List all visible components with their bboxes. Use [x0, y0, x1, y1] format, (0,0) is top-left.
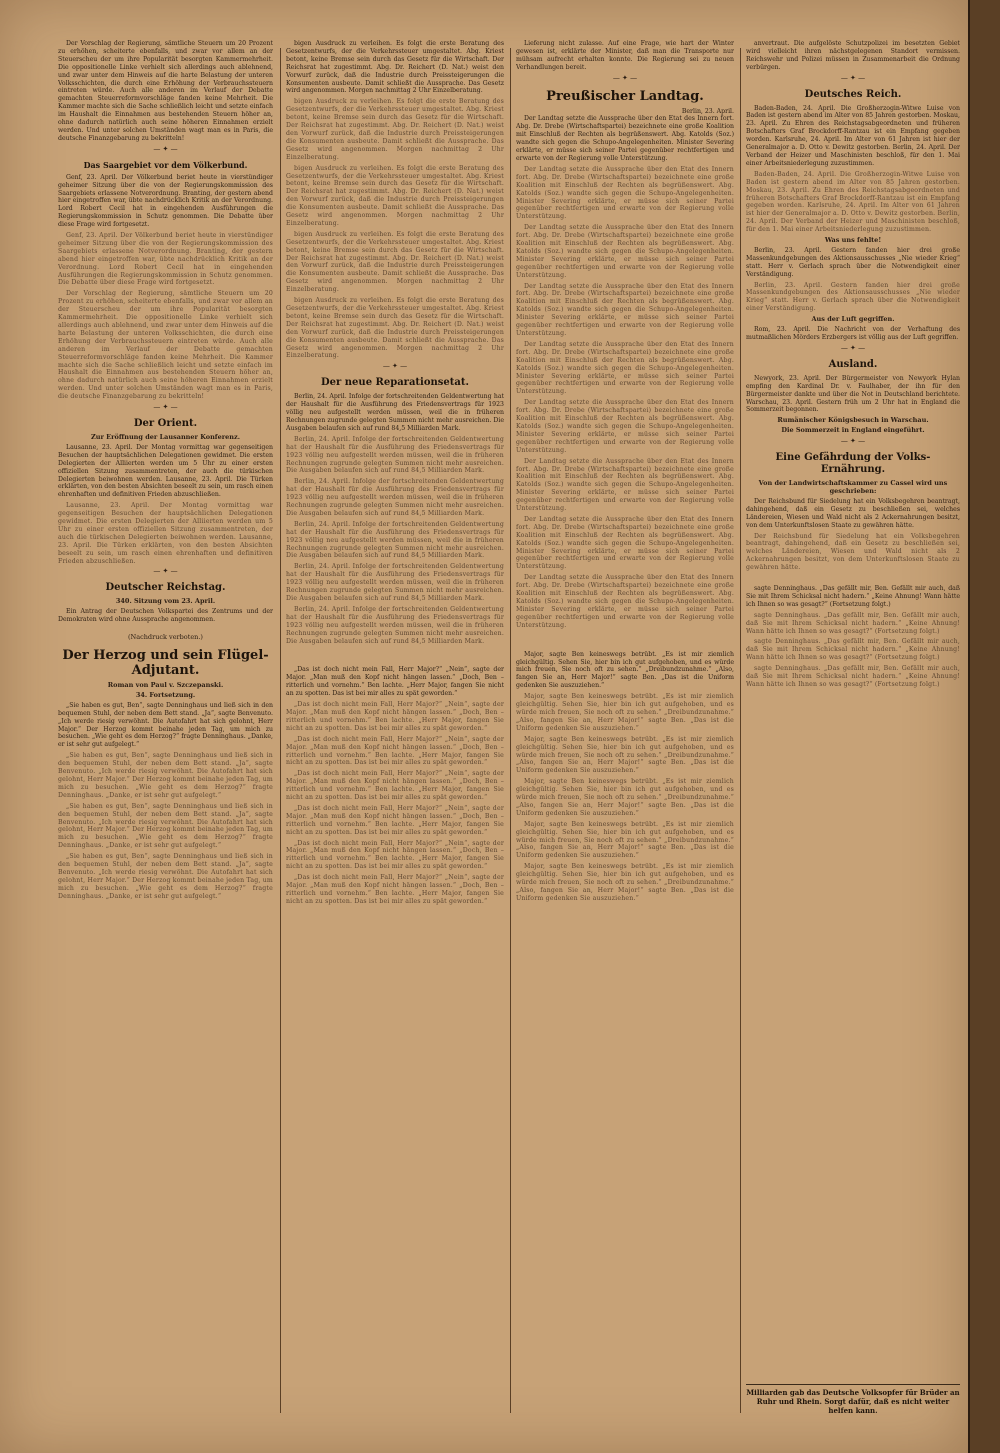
article-text: bigen Ausdruck zu verleihen. Es folgt die erste Beratung des Gesetzentwurfs, der die Verkehrssteuer umgestaltet. Abg. Kriest betont, keine Bremse sein durch das Gesetz für die Wirtschaft. Der Reichsrat hat zugestimmt. Abg. Dr. Reichert (D. Nat.) weist den Vorwurf zurück, daß die Industrie durch Preissteigerungen die Konsumenten ausbeute. Damit schließt die Aussprache. Das Gesetz wird angenommen. Morgen nachmittag 2 Uhr Einzelberatung. [286, 297, 504, 360]
headline-reichstag: Deutscher Reichstag. [105, 582, 226, 594]
article-text: Lausanne, 23. April. Der Montag vormittag war gegenseitigen Besuchen der hauptsächlichen Delegationen gewidmet. Die ersten Delegierten der Alliierten werden um 5 Uhr zu einer ersten offiziellen Sitzung zusammentreten, der auch die türkischen Delegierten beiwohnen werden. Lausanne, 23. April. Die Türken erklärten, von den besten Absichten beseelt zu sein, um rasch einen ehrenhaften und definitiven Frieden abzuschließen. [58, 502, 273, 565]
subheadline: Aus der Luft gegriffen. [811, 315, 895, 324]
subheadline: Rumänischer Königsbesuch in Warschau. [777, 416, 929, 425]
column-3: Lieferung nicht zulasse. Auf eine Frage, wie hart der Winter gewesen ist, erklärte der Minister, daß man die Transporte nur mühsam aufrecht erhalten konnte. Die Regierung sei zu neuen Verhandlungen bereit. — ✦ — Preußischer Landtag. Berlin, 23. April. Der Landtag setzte die Aussprache über den Etat des Innern fort. Abg. Dr. Drebe (Wirtschaftspartei) bezeichnete eine große Koalition mit Einschluß der Rechten als begrüßenswert. Abg. Katolds (Soz.) wandte sich gegen die Schupo-Angelegenheiten. Minister Severing erklärte, er müsse sich seiner Partei gegenüber rechtfertigen und erwarte von der Regierung volle Unterstützung. Der Landtag setzte die Aussprache über den Etat des Innern fort. Abg. Dr. Drebe (Wirtschaftspartei) bezeichnete eine große Koalition mit Einschluß der Rechten als begrüßenswert. Abg. Katolds (Soz.) wandte sich gegen die Schupo-Angelegenheiten. Minister Severing erklärte, er müsse sich seiner Partei gegenüber rechtfertigen und erwarte von der Regierung volle Unterstützung. Der Landtag setzte die Aussprache über den Etat des Innern fort. Abg. Dr. Drebe (Wirtschaftspartei) bezeichnete eine große Koalition mit Einschluß der Rechten als begrüßenswert. Abg. Katolds (Soz.) wandte sich gegen die Schupo-Angelegenheiten. Minister Severing erklärte, er müsse sich seiner Partei gegenüber rechtfertigen und erwarte von der Regierung volle Unterstützung. Der Landtag setzte die Aussprache über den Etat des Innern fort. Abg. Dr. Drebe (Wirtschaftspartei) bezeichnete eine große Koalition mit Einschluß der Rechten als begrüßenswert. Abg. Katolds (Soz.) wandte sich gegen die Schupo-Angelegenheiten. Minister Severing erklärte, er müsse sich seiner Partei gegenüber rechtfertigen und erwarte von der Regierung volle Unterstützung. Der Landtag setzte die Aussprache über den Etat des Innern fort. Abg. Dr. Drebe (Wirtschaftspartei) bezeichnete eine große Koalition mit Einschluß der Rechten als begrüßenswert. Abg. Katolds (Soz.) wandte sich gegen die Schupo-Angelegenheiten. Minister Severing erklärte, er müsse sich seiner Partei gegenüber rechtfertigen und erwarte von der Regierung volle Unterstützung. Der Landtag setzte die Aussprache über den Etat des Innern fort. Abg. Dr. Drebe (Wirtschaftspartei) bezeichnete eine große Koalition mit Einschluß der Rechten als begrüßenswert. Abg. Katolds (Soz.) wandte sich gegen die Schupo-Angelegenheiten. Minister Severing erklärte, er müsse sich seiner Partei gegenüber rechtfertigen und erwarte von der Regierung volle Unterstützung. Der Landtag setzte die Aussprache über den Etat des Innern fort. Abg. Dr. Drebe (Wirtschaftspartei) bezeichnete eine große Koalition mit Einschluß der Rechten als begrüßenswert. Abg. Katolds (Soz.) wandte sich gegen die Schupo-Angelegenheiten. Minister Severing erklärte, er müsse sich seiner Partei gegenüber rechtfertigen und erwarte von der Regierung volle Unterstützung. Der Landtag setzte die Aussprache über den Etat des Innern fort. Abg. Dr. Drebe (Wirtschaftspartei) bezeichnete eine große Koalition mit Einschluß der Rechten als begrüßenswert. Abg. Katolds (Soz.) wandte sich gegen die Schupo-Angelegenheiten. Minister Severing erklärte, er müsse sich seiner Partei gegenüber rechtfertigen und erwarte von der Regierung volle Unterstützung. Der Landtag setzte die Aussprache über den Etat des Innern fort. Abg. Dr. Drebe (Wirtschaftspartei) bezeichnete eine große Koalition mit Einschluß der Rechten als begrüßenswert. Abg. Katolds (Soz.) wandte sich gegen die Schupo-Angelegenheiten. Minister Severing erklärte, er müsse sich seiner Partei gegenüber rechtfertigen und erwarte von der Regierung volle Unterstützung. Major, sagte Ben keineswegs betrübt. „Es ist mir ziemlich gleichgültig. Sehen Sie, hier bin ich gut aufgehoben, und es würde mich freuen, Sie noch oft zu sehen.“ „Dreibundzunahme.“ „Also, fangen Sie an, Herr Major!“ sagte Ben. „Das ist die Uniform gedenken Sie auszuziehen.“ Major, sagte Ben keineswegs betrübt. „Es ist mir ziemlich gleichgültig. Sehen Sie, hier bin ich gut aufgehoben, und es würde mich freuen, Sie noch oft zu sehen.“ „Dreibundzunahme.“ „Also, fangen Sie an, Herr Major!“ sagte Ben. „Das ist die Uniform gedenken Sie auszuziehen.“ Major, sagte Ben keineswegs betrübt. „Es ist mir ziemlich gleichgültig. Sehen Sie, hier bin ich gut aufgehoben, und es würde mich freuen, Sie noch oft zu sehen.“ „Dreibundzunahme.“ „Also, fangen Sie an, Herr Major!“ sagte Ben. „Das ist die Uniform gedenken Sie auszuziehen.“ Major, sagte Ben keineswegs betrübt. „Es ist mir ziemlich gleichgültig. Sehen Sie, hier bin ich gut aufgehoben, und es würde mich freuen, Sie noch oft zu sehen.“ „Dreibundzunahme.“ „Also, fangen Sie an, Herr Major!“ sagte Ben. „Das ist die Uniform gedenken Sie auszuziehen.“ Major, sagte Ben keineswegs betrübt. „Es ist mir ziemlich gleichgültig. Sehen Sie, hier bin ich gut aufgehoben, und es würde mich freuen, Sie noch oft zu sehen.“ „Dreibundzunahme.“ „Also, fangen Sie an, Herr Major!“ sagte Ben. „Das ist die Uniform gedenken Sie auszuziehen.“ Major, sagte Ben keineswegs betrübt. „Es ist mir ziemlich gleichgültig. Sehen Sie, hier bin ich gut aufgehoben, und es würde mich freuen, Sie noch oft zu sehen.“ „Dreibundzunahme.“ „Also, fangen Sie an, Herr Major!“ sagte Ben. „Das ist die Uniform gedenken Sie auszuziehen.“ [516, 40, 734, 902]
novel-author: Roman von Paul v. Szczepanski. [107, 681, 224, 689]
article-text: Baden-Baden, 24. April. Die Großherzogin-Witwe Luise von Baden ist gestern abend im Alter von 85 Jahren gestorben. Moskau, 23. April. Zu Ehren des Reichstagsabgeordneten und früheren Botschafters Graf Brockdorff-Rantzau ist ein Empfang gegeben worden. Karlsruhe, 24. April. Im Alter von 61 Jahren ist hier der Generalmajor a. D. Otto v. Dewitz gestorben. Berlin, 24. April. Der Verband der Heizer und Maschinisten beschloß, für den 1. Mai einer Arbeitsniederlegung zuzustimmen. [746, 104, 960, 167]
column-2: bigen Ausdruck zu verleihen. Es folgt die erste Beratung des Gesetzentwurfs, der die Verkehrssteuer umgestaltet. Abg. Kriest betont, keine Bremse sein durch das Gesetz für die Wirtschaft. Der Reichsrat hat zugestimmt. Abg. Dr. Reichert (D. Nat.) weist den Vorwurf zurück, daß die Industrie durch Preissteigerungen die Konsumenten ausbeute. Damit schließt die Aussprache. Das Gesetz wird angenommen. Morgen nachmittag 2 Uhr Einzelberatung. bigen Ausdruck zu verleihen. Es folgt die erste Beratung des Gesetzentwurfs, der die Verkehrssteuer umgestaltet. Abg. Kriest betont, keine Bremse sein durch das Gesetz für die Wirtschaft. Der Reichsrat hat zugestimmt. Abg. Dr. Reichert (D. Nat.) weist den Vorwurf zurück, daß die Industrie durch Preissteigerungen die Konsumenten ausbeute. Damit schließt die Aussprache. Das Gesetz wird angenommen. Morgen nachmittag 2 Uhr Einzelberatung. bigen Ausdruck zu verleihen. Es folgt die erste Beratung des Gesetzentwurfs, der die Verkehrssteuer umgestaltet. Abg. Kriest betont, keine Bremse sein durch das Gesetz für die Wirtschaft. Der Reichsrat hat zugestimmt. Abg. Dr. Reichert (D. Nat.) weist den Vorwurf zurück, daß die Industrie durch Preissteigerungen die Konsumenten ausbeute. Damit schließt die Aussprache. Das Gesetz wird angenommen. Morgen nachmittag 2 Uhr Einzelberatung. bigen Ausdruck zu verleihen. Es folgt die erste Beratung des Gesetzentwurfs, der die Verkehrssteuer umgestaltet. Abg. Kriest betont, keine Bremse sein durch das Gesetz für die Wirtschaft. Der Reichsrat hat zugestimmt. Abg. Dr. Reichert (D. Nat.) weist den Vorwurf zurück, daß die Industrie durch Preissteigerungen die Konsumenten ausbeute. Damit schließt die Aussprache. Das Gesetz wird angenommen. Morgen nachmittag 2 Uhr Einzelberatung. bigen Ausdruck zu verleihen. Es folgt die erste Beratung des Gesetzentwurfs, der die Verkehrssteuer umgestaltet. Abg. Kriest betont, keine Bremse sein durch das Gesetz für die Wirtschaft. Der Reichsrat hat zugestimmt. Abg. Dr. Reichert (D. Nat.) weist den Vorwurf zurück, daß die Industrie durch Preissteigerungen die Konsumenten ausbeute. Damit schließt die Aussprache. Das Gesetz wird angenommen. Morgen nachmittag 2 Uhr Einzelberatung. — ✦ — Der neue Reparationsetat. Berlin, 24. April. Infolge der fortschreitenden Geldentwertung hat der Haushalt für die Ausführung des Friedensvertrags für 1923 völlig neu aufgestellt werden müssen, weil die in früheren Rechnungen zugrunde gelegten Summen nicht mehr ausreichen. Die Ausgaben belaufen sich auf rund 84,5 Milliarden Mark. Berlin, 24. April. Infolge der fortschreitenden Geldentwertung hat der Haushalt für die Ausführung des Friedensvertrags für 1923 völlig neu aufgestellt werden müssen, weil die in früheren Rechnungen zugrunde gelegten Summen nicht mehr ausreichen. Die Ausgaben belaufen sich auf rund 84,5 Milliarden Mark. Berlin, 24. April. Infolge der fortschreitenden Geldentwertung hat der Haushalt für die Ausführung des Friedensvertrags für 1923 völlig neu aufgestellt werden müssen, weil die in früheren Rechnungen zugrunde gelegten Summen nicht mehr ausreichen. Die Ausgaben belaufen sich auf rund 84,5 Milliarden Mark. Berlin, 24. April. Infolge der fortschreitenden Geldentwertung hat der Haushalt für die Ausführung des Friedensvertrags für 1923 völlig neu aufgestellt werden müssen, weil die in früheren Rechnungen zugrunde gelegten Summen nicht mehr ausreichen. Die Ausgaben belaufen sich auf rund 84,5 Milliarden Mark. Berlin, 24. April. Infolge der fortschreitenden Geldentwertung hat der Haushalt für die Ausführung des Friedensvertrags für 1923 völlig neu aufgestellt werden müssen, weil die in früheren Rechnungen zugrunde gelegten Summen nicht mehr ausreichen. Die Ausgaben belaufen sich auf rund 84,5 Milliarden Mark. Berlin, 24. April. Infolge der fortschreitenden Geldentwertung hat der Haushalt für die Ausführung des Friedensvertrags für 1923 völlig neu aufgestellt werden müssen, weil die in früheren Rechnungen zugrunde gelegten Summen nicht mehr ausreichen. Die Ausgaben belaufen sich auf rund 84,5 Milliarden Mark. „Das ist doch nicht mein Fall, Herr Major?“ „Nein“, sagte der Major. „Man muß den Kopf nicht hängen lassen.“ „Doch, Ben – ritterlich und vornehm.“ Ben lachte. „Herr Major, fangen Sie nicht an zu spotten. Das ist bei mir alles zu spät geworden.“ „Das ist doch nicht mein Fall, Herr Major?“ „Nein“, sagte der Major. „Man muß den Kopf nicht hängen lassen.“ „Doch, Ben – ritterlich und vornehm.“ Ben lachte. „Herr Major, fangen Sie nicht an zu spotten. Das ist bei mir alles zu spät geworden.“ „Das ist doch nicht mein Fall, Herr Major?“ „Nein“, sagte der Major. „Man muß den Kopf nicht hängen lassen.“ „Doch, Ben – ritterlich und vornehm.“ Ben lachte. „Herr Major, fangen Sie nicht an zu spotten. Das ist bei mir alles zu spät geworden.“ „Das ist doch nicht mein Fall, Herr Major?“ „Nein“, sagte der Major. „Man muß den Kopf nicht hängen lassen.“ „Doch, Ben – ritterlich und vornehm.“ Ben lachte. „Herr Major, fangen Sie nicht an zu spotten. Das ist bei mir alles zu spät geworden.“ „Das ist doch nicht mein Fall, Herr Major?“ „Nein“, sagte der Major. „Man muß den Kopf nicht hängen lassen.“ „Doch, Ben – ritterlich und vornehm.“ Ben lachte. „Herr Major, fangen Sie nicht an zu spotten. Das ist bei mir alles zu spät geworden.“ „Das ist doch nicht mein Fall, Herr Major?“ „Nein“, sagte der Major. „Man muß den Kopf nicht hängen lassen.“ „Doch, Ben – ritterlich und vornehm.“ Ben lachte. „Herr Major, fangen Sie nicht an zu spotten. Das ist bei mir alles zu spät geworden.“ „Das ist doch nicht mein Fall, Herr Major?“ „Nein“, sagte der Major. „Man muß den Kopf nicht hängen lassen.“ „Doch, Ben – ritterlich und vornehm.“ Ben lachte. „Herr Major, fangen Sie nicht an zu spotten. Das ist bei mir alles zu spät geworden.“ [286, 40, 504, 905]
article-text: bigen Ausdruck zu verleihen. Es folgt die erste Beratung des Gesetzentwurfs, der die Verkehrssteuer umgestaltet. Abg. Kriest betont, keine Bremse sein durch das Gesetz für die Wirtschaft. Der Reichsrat hat zugestimmt. Abg. Dr. Reichert (D. Nat.) weist den Vorwurf zurück, daß die Industrie durch Preissteigerungen die Konsumenten ausbeute. Damit schließt die Aussprache. Das Gesetz wird angenommen. Morgen nachmittag 2 Uhr Einzelberatung. [286, 40, 504, 95]
novel-text: „Das ist doch nicht mein Fall, Herr Major?“ „Nein“, sagte der Major. „Man muß den Kopf nicht hängen lassen.“ „Doch, Ben – ritterlich und vornehm.“ Ben lachte. „Herr Major, fangen Sie nicht an zu spotten. Das ist bei mir alles zu spät geworden.“ [286, 735, 504, 767]
headline-orient: Der Orient. [133, 417, 198, 429]
novel-text: sagte Denninghaus. „Das gefällt mir, Ben. Gefällt mir auch, daß Sie mit Ihrem Schicksal nicht hadern.“ „Keine Ahnung! Wann hätte ich Ihnen so was gesagt?“ (Fortsetzung folgt.) [746, 585, 960, 608]
headline-reich: Deutsches Reich. [804, 88, 902, 100]
column-rule [510, 48, 511, 1413]
article-text: Berlin, 24. April. Infolge der fortschreitenden Geldentwertung hat der Haushalt für die Ausführung des Friedensvertrags für 1923 völlig neu aufgestellt werden müssen, weil die in früheren Rechnungen zugrunde gelegten Summen nicht mehr ausreichen. Die Ausgaben belaufen sich auf rund 84,5 Milliarden Mark. [286, 393, 504, 432]
article-text: Rom, 23. April. Die Nachricht von der Verhaftung des mutmaßlichen Mörders Erzbergers ist völlig aus der Luft gegriffen. [746, 326, 960, 341]
bottom-notice: Milliarden gab das Deutsche Volksopfer für Brüder an Ruhr und Rhein. Sorgt dafür, daß es nicht weiter helfen kann. [746, 1388, 960, 1415]
subheadline: Von der Landwirtschaftskammer zu Cassel wird uns geschrieben: [758, 479, 948, 495]
novel-text: Major, sagte Ben keineswegs betrübt. „Es ist mir ziemlich gleichgültig. Sehen Sie, hier bin ich gut aufgehoben, und es würde mich freuen, Sie noch oft zu sehen.“ „Dreibundzunahme.“ „Also, fangen Sie an, Herr Major!“ sagte Ben. „Das ist die Uniform gedenken Sie auszuziehen.“ [516, 693, 734, 732]
headline-landtag: Preußischer Landtag. [546, 88, 704, 104]
article-text: Berlin, 23. April. Gestern fanden hier drei große Massenkundgebungen des Aktionsausschusses „Nie wieder Krieg“ statt. Herr v. Gerlach sprach über die Notwendigkeit einer Verständigung. [746, 281, 960, 313]
dateline: Berlin, 23. April. [681, 107, 734, 115]
article-text: Der Landtag setzte die Aussprache über den Etat des Innern fort. Abg. Dr. Drebe (Wirtschaftspartei) bezeichnete eine große Koalition mit Einschluß der Rechten als begrüßenswert. Abg. Katolds (Soz.) wandte sich gegen die Schupo-Angelegenheiten. Minister Severing erklärte, er müsse sich seiner Partei gegenüber rechtfertigen und erwarte von der Regierung volle Unterstützung. [516, 282, 734, 337]
article-text: Baden-Baden, 24. April. Die Großherzogin-Witwe Luise von Baden ist gestern abend im Alter von 85 Jahren gestorben. Moskau, 23. April. Zu Ehren des Reichstagsabgeordneten und früheren Botschafters Graf Brockdorff-Rantzau ist ein Empfang gegeben worden. Karlsruhe, 24. April. Im Alter von 61 Jahren ist hier der Generalmajor a. D. Otto v. Dewitz gestorben. Berlin, 24. April. Der Verband der Heizer und Maschinisten beschloß, für den 1. Mai einer Arbeitsniederlegung zuzustimmen. [746, 170, 960, 234]
novel-text: sagte Denninghaus. „Das gefällt mir, Ben. Gefällt mir auch, daß Sie mit Ihrem Schicksal nicht hadern.“ „Keine Ahnung! Wann hätte ich Ihnen so was gesagt?“ (Fortsetzung folgt.) [746, 665, 960, 688]
article-text: Berlin, 23. April. Gestern fanden hier drei große Massenkundgebungen des Aktionsausschusses „Nie wieder Krieg“ statt. Herr v. Gerlach sprach über die Notwendigkeit einer Verständigung. [746, 246, 960, 278]
article-text: bigen Ausdruck zu verleihen. Es folgt die erste Beratung des Gesetzentwurfs, der die Verkehrssteuer umgestaltet. Abg. Kriest betont, keine Bremse sein durch das Gesetz für die Wirtschaft. Der Reichsrat hat zugestimmt. Abg. Dr. Reichert (D. Nat.) weist den Vorwurf zurück, daß die Industrie durch Preissteigerungen die Konsumenten ausbeute. Damit schließt die Aussprache. Das Gesetz wird angenommen. Morgen nachmittag 2 Uhr Einzelberatung. [286, 164, 504, 227]
novel-text: Major, sagte Ben keineswegs betrübt. „Es ist mir ziemlich gleichgültig. Sehen Sie, hier bin ich gut aufgehoben, und es würde mich freuen, Sie noch oft zu sehen.“ „Dreibundzunahme.“ „Also, fangen Sie an, Herr Major!“ sagte Ben. „Das ist die Uniform gedenken Sie auszuziehen.“ [516, 650, 734, 690]
novel-text: „Das ist doch nicht mein Fall, Herr Major?“ „Nein“, sagte der Major. „Man muß den Kopf nicht hängen lassen.“ „Doch, Ben – ritterlich und vornehm.“ Ben lachte. „Herr Major, fangen Sie nicht an zu spotten. Das ist bei mir alles zu spät geworden.“ [286, 701, 504, 732]
headline-ausland: Ausland. [828, 358, 878, 370]
novel-text: Major, sagte Ben keineswegs betrübt. „Es ist mir ziemlich gleichgültig. Sehen Sie, hier bin ich gut aufgehoben, und es würde mich freuen, Sie noch oft zu sehen.“ „Dreibundzunahme.“ „Also, fangen Sie an, Herr Major!“ sagte Ben. „Das ist die Uniform gedenken Sie auszuziehen.“ [516, 778, 734, 817]
column-rule [740, 48, 741, 1413]
novel-text: „Sie haben es gut, Ben“, sagte Denninghaus und ließ sich in den bequemen Stuhl, der neben dem Bett stand. „Ja“, sagte Benvenuto. „Ich werde riesig verwöhnt. Die Autofahrt hat sich gelohnt, Herr Major.“ Der Herzog kommt beinahe jeden Tag, um mich zu besuchen. „Wie geht es dem Herzog?“ fragte Denninghaus. „Danke, er ist sehr gut aufgelegt.“ [58, 802, 273, 850]
novel-text: Major, sagte Ben keineswegs betrübt. „Es ist mir ziemlich gleichgültig. Sehen Sie, hier bin ich gut aufgehoben, und es würde mich freuen, Sie noch oft zu sehen.“ „Dreibundzunahme.“ „Also, fangen Sie an, Herr Major!“ sagte Ben. „Das ist die Uniform gedenken Sie auszuziehen.“ [516, 863, 734, 902]
article-text: anvertraut. Die aufgelöste Schutzpolizei im besetzten Gebiet wird vielleicht ihren nächstgelegenen Standort vermissen. Reichswehr und Polizei müssen in Zusammenarbeit die Ordnung verbürgen. [746, 40, 960, 71]
novel-text: „Sie haben es gut, Ben“, sagte Denninghaus und ließ sich in den bequemen Stuhl, der neben dem Bett stand. „Ja“, sagte Benvenuto. „Ich werde riesig verwöhnt. Die Autofahrt hat sich gelohnt, Herr Major.“ Der Herzog kommt beinahe jeden Tag, um mich zu besuchen. „Wie geht es dem Herzog?“ fragte Denninghaus. „Danke, er ist sehr gut aufgelegt.“ [58, 701, 273, 749]
subheadline: Zur Eröffnung der Lausanner Konferenz. [91, 432, 240, 441]
article-text: Lausanne, 23. April. Der Montag vormittag war gegenseitigen Besuchen der hauptsächlichen Delegationen gewidmet. Die ersten Delegierten der Alliierten werden um 5 Uhr zu einer ersten offiziellen Sitzung zusammentreten, der auch die türkischen Delegierten beiwohnen werden. Lausanne, 23. April. Die Türken erklärten, von den besten Absichten beseelt zu sein, um rasch einen ehrenhaften und definitiven Frieden abzuschließen. [58, 443, 273, 499]
novel-part: 34. Fortsetzung. [135, 690, 196, 699]
novel-text: „Sie haben es gut, Ben“, sagte Denninghaus und ließ sich in den bequemen Stuhl, der neben dem Bett stand. „Ja“, sagte Benvenuto. „Ich werde riesig verwöhnt. Die Autofahrt hat sich gelohnt, Herr Major.“ Der Herzog kommt beinahe jeden Tag, um mich zu besuchen. „Wie geht es dem Herzog?“ fragte Denninghaus. „Danke, er ist sehr gut aufgelegt.“ [58, 853, 273, 900]
article-text: Der Landtag setzte die Aussprache über den Etat des Innern fort. Abg. Dr. Drebe (Wirtschaftspartei) bezeichnete eine große Koalition mit Einschluß der Rechten als begrüßenswert. Abg. Katolds (Soz.) wandte sich gegen die Schupo-Angelegenheiten. Minister Severing erklärte, er müsse sich seiner Partei gegenüber rechtfertigen und erwarte von der Regierung volle Unterstützung. [516, 340, 734, 396]
novel-text: Major, sagte Ben keineswegs betrübt. „Es ist mir ziemlich gleichgültig. Sehen Sie, hier bin ich gut aufgehoben, und es würde mich freuen, Sie noch oft zu sehen.“ „Dreibundzunahme.“ „Also, fangen Sie an, Herr Major!“ sagte Ben. „Das ist die Uniform gedenken Sie auszuziehen.“ [516, 820, 734, 860]
article-text: Der Landtag setzte die Aussprache über den Etat des Innern fort. Abg. Dr. Drebe (Wirtschaftspartei) bezeichnete eine große Koalition mit Einschluß der Rechten als begrüßenswert. Abg. Katolds (Soz.) wandte sich gegen die Schupo-Angelegenheiten. Minister Severing erklärte, er müsse sich seiner Partei gegenüber rechtfertigen und erwarte von der Regierung volle Unterstützung. [516, 165, 734, 221]
subheadline: 340. Sitzung vom 23. April. [115, 597, 216, 606]
novel-text: „Das ist doch nicht mein Fall, Herr Major?“ „Nein“, sagte der Major. „Man muß den Kopf nicht hängen lassen.“ „Doch, Ben – ritterlich und vornehm.“ Ben lachte. „Herr Major, fangen Sie nicht an zu spotten. Das ist bei mir alles zu spät geworden.“ [286, 804, 504, 836]
novel-text: „Das ist doch nicht mein Fall, Herr Major?“ „Nein“, sagte der Major. „Man muß den Kopf nicht hängen lassen.“ „Doch, Ben – ritterlich und vornehm.“ Ben lachte. „Herr Major, fangen Sie nicht an zu spotten. Das ist bei mir alles zu spät geworden.“ [286, 839, 504, 871]
novel-text: „Das ist doch nicht mein Fall, Herr Major?“ „Nein“, sagte der Major. „Man muß den Kopf nicht hängen lassen.“ „Doch, Ben – ritterlich und vornehm.“ Ben lachte. „Herr Major, fangen Sie nicht an zu spotten. Das ist bei mir alles zu spät geworden.“ [286, 770, 504, 802]
article-text: Genf, 23. April. Der Völkerbund beriet heute in vierstündiger geheimer Sitzung über die von der Regierungskommission des Saargebiets erlassene Notverordnung. Branting, der gestern abend hier eingetroffen war, übte nachdrücklich Kritik an der Verordnung. Lord Robert Cecil hat in eingehenden Ausführungen die Regierungskommission in Schutz genommen. Die Debatte über diese Frage wird fortgesetzt. [58, 232, 273, 287]
article-text: Genf, 23. April. Der Völkerbund beriet heute in vierstündiger geheimer Sitzung über die von der Regierungskommission des Saargebiets erlassene Notverordnung. Branting, der gestern abend hier eingetroffen war, übte nachdrücklich Kritik an der Verordnung. Lord Robert Cecil hat in eingehenden Ausführungen die Regierungskommission in Schutz genommen. Die Debatte über diese Frage wird fortgesetzt. [58, 173, 273, 229]
article-text: Der Landtag setzte die Aussprache über den Etat des Innern fort. Abg. Dr. Drebe (Wirtschaftspartei) bezeichnete eine große Koalition mit Einschluß der Rechten als begrüßenswert. Abg. Katolds (Soz.) wandte sich gegen die Schupo-Angelegenheiten. Minister Severing erklärte, er müsse sich seiner Partei gegenüber rechtfertigen und erwarte von der Regierung volle Unterstützung. [516, 457, 734, 513]
article-text: Newyork, 23. April. Der Bürgermeister von Newyork Hylan empfing den Kardinal Dr. v. Faulhaber, der ihn für den Bürgermeister dankte und über die Not in Deutschland berichtete. Warschau, 23. April. Gestern früh um 2 Uhr hat in England die Sommerzeit begonnen. [746, 374, 960, 414]
article-text: Berlin, 24. April. Infolge der fortschreitenden Geldentwertung hat der Haushalt für die Ausführung des Friedensvertrags für 1923 völlig neu aufgestellt werden müssen, weil die in früheren Rechnungen zugrunde gelegten Summen nicht mehr ausreichen. Die Ausgaben belaufen sich auf rund 84,5 Milliarden Mark. [286, 435, 504, 475]
article-text: Ein Antrag der Deutschen Volkspartei des Zentrums und der Demokraten wird ohne Aussprache angenommen. [58, 608, 273, 624]
reprint-note: (Nachdruck verboten.) [128, 633, 203, 642]
novel-text: „Das ist doch nicht mein Fall, Herr Major?“ „Nein“, sagte der Major. „Man muß den Kopf nicht hängen lassen.“ „Doch, Ben – ritterlich und vornehm.“ Ben lachte. „Herr Major, fangen Sie nicht an zu spotten. Das ist bei mir alles zu spät geworden.“ [286, 666, 504, 698]
article-text: Der Landtag setzte die Aussprache über den Etat des Innern fort. Abg. Dr. Drebe (Wirtschaftspartei) bezeichnete eine große Koalition mit Einschluß der Rechten als begrüßenswert. Abg. Katolds (Soz.) wandte sich gegen die Schupo-Angelegenheiten. Minister Severing erklärte, er müsse sich seiner Partei gegenüber rechtfertigen und erwarte von der Regierung volle Unterstützung. [516, 515, 734, 571]
article-text: Der Landtag setzte die Aussprache über den Etat des Innern fort. Abg. Dr. Drebe (Wirtschaftspartei) bezeichnete eine große Koalition mit Einschluß der Rechten als begrüßenswert. Abg. Katolds (Soz.) wandte sich gegen die Schupo-Angelegenheiten. Minister Severing erklärte, er müsse sich seiner Partei gegenüber rechtfertigen und erwarte von der Regierung volle Unterstützung. [516, 115, 734, 162]
column-rule [280, 48, 281, 1413]
novel-text: Major, sagte Ben keineswegs betrübt. „Es ist mir ziemlich gleichgültig. Sehen Sie, hier bin ich gut aufgehoben, und es würde mich freuen, Sie noch oft zu sehen.“ „Dreibundzunahme.“ „Also, fangen Sie an, Herr Major!“ sagte Ben. „Das ist die Uniform gedenken Sie auszuziehen.“ [516, 735, 734, 775]
article-text: Der Landtag setzte die Aussprache über den Etat des Innern fort. Abg. Dr. Drebe (Wirtschaftspartei) bezeichnete eine große Koalition mit Einschluß der Rechten als begrüßenswert. Abg. Katolds (Soz.) wandte sich gegen die Schupo-Angelegenheiten. Minister Severing erklärte, er müsse sich seiner Partei gegenüber rechtfertigen und erwarte von der Regierung volle Unterstützung. [516, 399, 734, 454]
article-text: Der Reichsbund für Siedelung hat ein Volksbegehren beantragt, dahingehend, daß ein Gesetz zu beschließen sei, welches Ländereien, Wiesen und Wald nicht als 2 Ackernahrungen besitzt, von dem Unterkunftslosen Staate zu gewähren hätte. [746, 497, 960, 529]
column-1: Der Vorschlag der Regierung, sämtliche Steuern um 20 Prozent zu erhöhen, scheiterte ebenfalls, und zwar vor allem an der Steuerscheu der um ihre Popularität besorgten Kammermehrheit. Die oppositionelle Linke verhielt sich allerdings auch ablehnend, und zwar unter dem Hinweis auf die harte Belastung der unteren Volksschichten, die durch eine Erhöhung der Verbrauchssteuern eintreten würde. Auch alle anderen im Verlauf der Debatte gemachten Steuerreformvorschläge fanden keine Mehrheit. Die Kammer machte sich die Sache schließlich leicht und setzte einfach im Haushalt die Einnahmen aus bestehenden Steuern höher an, ohne dadurch natürlich auch seine höheren Einnahmen erzielt werden. Und unter solchen Umständen wagt man es in Paris, die deutsche Finanzgebarung zu bekritteln! — ✦ — Das Saargebiet vor dem Völkerbund. Genf, 23. April. Der Völkerbund beriet heute in vierstündiger geheimer Sitzung über die von der Regierungskommission des Saargebiets erlassene Notverordnung. Branting, der gestern abend hier eingetroffen war, übte nachdrücklich Kritik an der Verordnung. Lord Robert Cecil hat in eingehenden Ausführungen die Regierungskommission in Schutz genommen. Die Debatte über diese Frage wird fortgesetzt. Genf, 23. April. Der Völkerbund beriet heute in vierstündiger geheimer Sitzung über die von der Regierungskommission des Saargebiets erlassene Notverordnung. Branting, der gestern abend hier eingetroffen war, übte nachdrücklich Kritik an der Verordnung. Lord Robert Cecil hat in eingehenden Ausführungen die Regierungskommission in Schutz genommen. Die Debatte über diese Frage wird fortgesetzt. Der Vorschlag der Regierung, sämtliche Steuern um 20 Prozent zu erhöhen, scheiterte ebenfalls, und zwar vor allem an der Steuerscheu der um ihre Popularität besorgten Kammermehrheit. Die oppositionelle Linke verhielt sich allerdings auch ablehnend, und zwar unter dem Hinweis auf die harte Belastung der unteren Volksschichten, die durch eine Erhöhung der Verbrauchssteuern eintreten würde. Auch alle anderen im Verlauf der Debatte gemachten Steuerreformvorschläge fanden keine Mehrheit. Die Kammer machte sich die Sache schließlich leicht und setzte einfach im Haushalt die Einnahmen aus bestehenden Steuern höher an, ohne dadurch natürlich auch seine höheren Einnahmen erzielt werden. Und unter solchen Umständen wagt man es in Paris, die deutsche Finanzgebarung zu bekritteln! — ✦ — Der Orient. Zur Eröffnung der Lausanner Konferenz. Lausanne, 23. April. Der Montag vormittag war gegenseitigen Besuchen der hauptsächlichen Delegationen gewidmet. Die ersten Delegierten der Alliierten werden um 5 Uhr zu einer ersten offiziellen Sitzung zusammentreten, der auch die türkischen Delegierten beiwohnen werden. Lausanne, 23. April. Die Türken erklärten, von den besten Absichten beseelt zu sein, um rasch einen ehrenhaften und definitiven Frieden abzuschließen. Lausanne, 23. April. Der Montag vormittag war gegenseitigen Besuchen der hauptsächlichen Delegationen gewidmet. Die ersten Delegierten der Alliierten werden um 5 Uhr zu einer ersten offiziellen Sitzung zusammentreten, der auch die türkischen Delegierten beiwohnen werden. Lausanne, 23. April. Die Türken erklärten, von den besten Absichten beseelt zu sein, um rasch einen ehrenhaften und definitiven Frieden abzuschließen. — ✦ — Deutscher Reichstag. 340. Sitzung vom 23. April. Ein Antrag der Deutschen Volkspartei des Zentrums und der Demokraten wird ohne Aussprache angenommen. (Nachdruck verboten.) Der Herzog und sein Flügel-Adjutant. Roman von Paul v. Szczepanski. 34. Fortsetzung. „Sie haben es gut, Ben“, sagte Denninghaus und ließ sich in den bequemen Stuhl, der neben dem Bett stand. „Ja“, sagte Benvenuto. „Ich werde riesig verwöhnt. Die Autofahrt hat sich gelohnt, Herr Major.“ Der Herzog kommt beinahe jeden Tag, um mich zu besuchen. „Wie geht es dem Herzog?“ fragte Denninghaus. „Danke, er ist sehr gut aufgelegt.“ „Sie haben es gut, Ben“, sagte Denninghaus und ließ sich in den bequemen Stuhl, der neben dem Bett stand. „Ja“, sagte Benvenuto. „Ich werde riesig verwöhnt. Die Autofahrt hat sich gelohnt, Herr Major.“ Der Herzog kommt beinahe jeden Tag, um mich zu besuchen. „Wie geht es dem Herzog?“ fragte Denninghaus. „Danke, er ist sehr gut aufgelegt.“ „Sie haben es gut, Ben“, sagte Denninghaus und ließ sich in den bequemen Stuhl, der neben dem Bett stand. „Ja“, sagte Benvenuto. „Ich werde riesig verwöhnt. Die Autofahrt hat sich gelohnt, Herr Major.“ Der Herzog kommt beinahe jeden Tag, um mich zu besuchen. „Wie geht es dem Herzog?“ fragte Denninghaus. „Danke, er ist sehr gut aufgelegt.“ „Sie haben es gut, Ben“, sagte Denninghaus und ließ sich in den bequemen Stuhl, der neben dem Bett stand. „Ja“, sagte Benvenuto. „Ich werde riesig verwöhnt. Die Autofahrt hat sich gelohnt, Herr Major.“ Der Herzog kommt beinahe jeden Tag, um mich zu besuchen. „Wie geht es dem Herzog?“ fragte Denninghaus. „Danke, er ist sehr gut aufgelegt.“ [58, 40, 273, 900]
divider [746, 1384, 960, 1385]
article-text: Der Vorschlag der Regierung, sämtliche Steuern um 20 Prozent zu erhöhen, scheiterte ebenfalls, und zwar vor allem an der Steuerscheu der um ihre Popularität besorgten Kammermehrheit. Die oppositionelle Linke verhielt sich allerdings auch ablehnend, und zwar unter dem Hinweis auf die harte Belastung der unteren Volksschichten, die durch eine Erhöhung der Verbrauchssteuern eintreten würde. Auch alle anderen im Verlauf der Debatte gemachten Steuerreformvorschläge fanden keine Mehrheit. Die Kammer machte sich die Sache schließlich leicht und setzte einfach im Haushalt die Einnahmen aus bestehenden Steuern höher an, ohne dadurch natürlich auch seine höheren Einnahmen erzielt werden. Und unter solchen Umständen wagt man es in Paris, die deutsche Finanzgebarung zu bekritteln! [58, 40, 273, 142]
column-4: anvertraut. Die aufgelöste Schutzpolizei im besetzten Gebiet wird vielleicht ihren nächstgelegenen Standort vermissen. Reichswehr und Polizei müssen in Zusammenarbeit die Ordnung verbürgen. — ✦ — Deutsches Reich. Baden-Baden, 24. April. Die Großherzogin-Witwe Luise von Baden ist gestern abend im Alter von 85 Jahren gestorben. Moskau, 23. April. Zu Ehren des Reichstagsabgeordneten und früheren Botschafters Graf Brockdorff-Rantzau ist ein Empfang gegeben worden. Karlsruhe, 24. April. Im Alter von 61 Jahren ist hier der Generalmajor a. D. Otto v. Dewitz gestorben. Berlin, 24. April. Der Verband der Heizer und Maschinisten beschloß, für den 1. Mai einer Arbeitsniederlegung zuzustimmen. Baden-Baden, 24. April. Die Großherzogin-Witwe Luise von Baden ist gestern abend im Alter von 85 Jahren gestorben. Moskau, 23. April. Zu Ehren des Reichstagsabgeordneten und früheren Botschafters Graf Brockdorff-Rantzau ist ein Empfang gegeben worden. Karlsruhe, 24. April. Im Alter von 61 Jahren ist hier der Generalmajor a. D. Otto v. Dewitz gestorben. Berlin, 24. April. Der Verband der Heizer und Maschinisten beschloß, für den 1. Mai einer Arbeitsniederlegung zuzustimmen. Was uns fehlte! Berlin, 23. April. Gestern fanden hier drei große Massenkundgebungen des Aktionsausschusses „Nie wieder Krieg“ statt. Herr v. Gerlach sprach über die Notwendigkeit einer Verständigung. Berlin, 23. April. Gestern fanden hier drei große Massenkundgebungen des Aktionsausschusses „Nie wieder Krieg“ statt. Herr v. Gerlach sprach über die Notwendigkeit einer Verständigung. Aus der Luft gegriffen. Rom, 23. April. Die Nachricht von der Verhaftung des mutmaßlichen Mörders Erzbergers ist völlig aus der Luft gegriffen. — ✦ — Ausland. Newyork, 23. April. Der Bürgermeister von Newyork Hylan empfing den Kardinal Dr. v. Faulhaber, der ihn für den Bürgermeister dankte und über die Not in Deutschland berichtete. Warschau, 23. April. Gestern früh um 2 Uhr hat in England die Sommerzeit begonnen. Rumänischer Königsbesuch in Warschau. Die Sommerzeit in England eingeführt. — ✦ — Eine Gefährdung der Volks-Ernährung. Von der Landwirtschaftskammer zu Cassel wird uns geschrieben: Der Reichsbund für Siedelung hat ein Volksbegehren beantragt, dahingehend, daß ein Gesetz zu beschließen sei, welches Ländereien, Wiesen und Wald nicht als 2 Ackernahrungen besitzt, von dem Unterkunftslosen Staate zu gewähren hätte. Der Reichsbund für Siedelung hat ein Volksbegehren beantragt, dahingehend, daß ein Gesetz zu beschließen sei, welches Ländereien, Wiesen und Wald nicht als 2 Ackernahrungen besitzt, von dem Unterkunftslosen Staate zu gewähren hätte. sagte Denninghaus. „Das gefällt mir, Ben. Gefällt mir auch, daß Sie mit Ihrem Schicksal nicht hadern.“ „Keine Ahnung! Wann hätte ich Ihnen so was gesagt?“ (Fortsetzung folgt.) sagte Denninghaus. „Das gefällt mir, Ben. Gefällt mir auch, daß Sie mit Ihrem Schicksal nicht hadern.“ „Keine Ahnung! Wann hätte ich Ihnen so was gesagt?“ (Fortsetzung folgt.) sagte Denninghaus. „Das gefällt mir, Ben. Gefällt mir auch, daß Sie mit Ihrem Schicksal nicht hadern.“ „Keine Ahnung! Wann hätte ich Ihnen so was gesagt?“ (Fortsetzung folgt.) sagte Denninghaus. „Das gefällt mir, Ben. Gefällt mir auch, daß Sie mit Ihrem Schicksal nicht hadern.“ „Keine Ahnung! Wann hätte ich Ihnen so was gesagt?“ (Fortsetzung folgt.) [746, 40, 960, 688]
article-text: Der Reichsbund für Siedelung hat ein Volksbegehren beantragt, dahingehend, daß ein Gesetz zu beschließen sei, welches Ländereien, Wiesen und Wald nicht als 2 Ackernahrungen besitzt, von dem Unterkunftslosen Staate zu gewähren hätte. [746, 532, 960, 572]
article-text: bigen Ausdruck zu verleihen. Es folgt die erste Beratung des Gesetzentwurfs, der die Verkehrssteuer umgestaltet. Abg. Kriest betont, keine Bremse sein durch das Gesetz für die Wirtschaft. Der Reichsrat hat zugestimmt. Abg. Dr. Reichert (D. Nat.) weist den Vorwurf zurück, daß die Industrie durch Preissteigerungen die Konsumenten ausbeute. Damit schließt die Aussprache. Das Gesetz wird angenommen. Morgen nachmittag 2 Uhr Einzelberatung. [286, 230, 504, 294]
novel-text: sagte Denninghaus. „Das gefällt mir, Ben. Gefällt mir auch, daß Sie mit Ihrem Schicksal nicht hadern.“ „Keine Ahnung! Wann hätte ich Ihnen so was gesagt?“ (Fortsetzung folgt.) [746, 638, 960, 662]
headline-food: Eine Gefährdung der Volks-Ernährung. [775, 452, 931, 476]
article-text: bigen Ausdruck zu verleihen. Es folgt die erste Beratung des Gesetzentwurfs, der die Verkehrssteuer umgestaltet. Abg. Kriest betont, keine Bremse sein durch das Gesetz für die Wirtschaft. Der Reichsrat hat zugestimmt. Abg. Dr. Reichert (D. Nat.) weist den Vorwurf zurück, daß die Industrie durch Preissteigerungen die Konsumenten ausbeute. Damit schließt die Aussprache. Das Gesetz wird angenommen. Morgen nachmittag 2 Uhr Einzelberatung. [286, 98, 504, 161]
novel-title: Der Herzog und sein Flügel-Adjutant. [62, 648, 269, 678]
adjacent-page-edge [968, 0, 1000, 1453]
subheadline: Die Sommerzeit in England eingeführt. [781, 426, 925, 435]
article-text: Berlin, 24. April. Infolge der fortschreitenden Geldentwertung hat der Haushalt für die Ausführung des Friedensvertrags für 1923 völlig neu aufgestellt werden müssen, weil die in früheren Rechnungen zugrunde gelegten Summen nicht mehr ausreichen. Die Ausgaben belaufen sich auf rund 84,5 Milliarden Mark. [286, 478, 504, 517]
article-text: Lieferung nicht zulasse. Auf eine Frage, wie hart der Winter gewesen ist, erklärte der Minister, daß man die Transporte nur mühsam aufrecht erhalten konnte. Die Regierung sei zu neuen Verhandlungen bereit. [516, 40, 734, 71]
novel-text: „Sie haben es gut, Ben“, sagte Denninghaus und ließ sich in den bequemen Stuhl, der neben dem Bett stand. „Ja“, sagte Benvenuto. „Ich werde riesig verwöhnt. Die Autofahrt hat sich gelohnt, Herr Major.“ Der Herzog kommt beinahe jeden Tag, um mich zu besuchen. „Wie geht es dem Herzog?“ fragte Denninghaus. „Danke, er ist sehr gut aufgelegt.“ [58, 752, 273, 799]
novel-text: „Das ist doch nicht mein Fall, Herr Major?“ „Nein“, sagte der Major. „Man muß den Kopf nicht hängen lassen.“ „Doch, Ben – ritterlich und vornehm.“ Ben lachte. „Herr Major, fangen Sie nicht an zu spotten. Das ist bei mir alles zu spät geworden.“ [286, 874, 504, 905]
headline-saar: Das Saargebiet vor dem Völkerbund. [83, 159, 248, 170]
article-text: Der Landtag setzte die Aussprache über den Etat des Innern fort. Abg. Dr. Drebe (Wirtschaftspartei) bezeichnete eine große Koalition mit Einschluß der Rechten als begrüßenswert. Abg. Katolds (Soz.) wandte sich gegen die Schupo-Angelegenheiten. Minister Severing erklärte, er müsse sich seiner Partei gegenüber rechtfertigen und erwarte von der Regierung volle Unterstützung. [516, 224, 734, 279]
novel-text: sagte Denninghaus. „Das gefällt mir, Ben. Gefällt mir auch, daß Sie mit Ihrem Schicksal nicht hadern.“ „Keine Ahnung! Wann hätte ich Ihnen so was gesagt?“ (Fortsetzung folgt.) [746, 611, 960, 635]
article-text: Der Landtag setzte die Aussprache über den Etat des Innern fort. Abg. Dr. Drebe (Wirtschaftspartei) bezeichnete eine große Koalition mit Einschluß der Rechten als begrüßenswert. Abg. Katolds (Soz.) wandte sich gegen die Schupo-Angelegenheiten. Minister Severing erklärte, er müsse sich seiner Partei gegenüber rechtfertigen und erwarte von der Regierung volle Unterstützung. [516, 574, 734, 629]
headline-reparations: Der neue Reparationsetat. [321, 377, 469, 389]
subheadline: Was uns fehlte! [824, 236, 882, 245]
article-text: Der Vorschlag der Regierung, sämtliche Steuern um 20 Prozent zu erhöhen, scheiterte ebenfalls, und zwar vor allem an der Steuerscheu der um ihre Popularität besorgten Kammermehrheit. Die oppositionelle Linke verhielt sich allerdings auch ablehnend, und zwar unter dem Hinweis auf die harte Belastung der unteren Volksschichten, die durch eine Erhöhung der Verbrauchssteuern eintreten würde. Auch alle anderen im Verlauf der Debatte gemachten Steuerreformvorschläge fanden keine Mehrheit. Die Kammer machte sich die Sache schließlich leicht und setzte einfach im Haushalt die Einnahmen aus bestehenden Steuern höher an, ohne dadurch natürlich auch seine höheren Einnahmen erzielt werden. Und unter solchen Umständen wagt man es in Paris, die deutsche Finanzgebarung zu bekritteln! [58, 290, 273, 401]
article-text: Berlin, 24. April. Infolge der fortschreitenden Geldentwertung hat der Haushalt für die Ausführung des Friedensvertrags für 1923 völlig neu aufgestellt werden müssen, weil die in früheren Rechnungen zugrunde gelegten Summen nicht mehr ausreichen. Die Ausgaben belaufen sich auf rund 84,5 Milliarden Mark. [286, 563, 504, 602]
article-text: Berlin, 24. April. Infolge der fortschreitenden Geldentwertung hat der Haushalt für die Ausführung des Friedensvertrags für 1923 völlig neu aufgestellt werden müssen, weil die in früheren Rechnungen zugrunde gelegten Summen nicht mehr ausreichen. Die Ausgaben belaufen sich auf rund 84,5 Milliarden Mark. [286, 605, 504, 645]
article-text: Berlin, 24. April. Infolge der fortschreitenden Geldentwertung hat der Haushalt für die Ausführung des Friedensvertrags für 1923 völlig neu aufgestellt werden müssen, weil die in früheren Rechnungen zugrunde gelegten Summen nicht mehr ausreichen. Die Ausgaben belaufen sich auf rund 84,5 Milliarden Mark. [286, 520, 504, 560]
